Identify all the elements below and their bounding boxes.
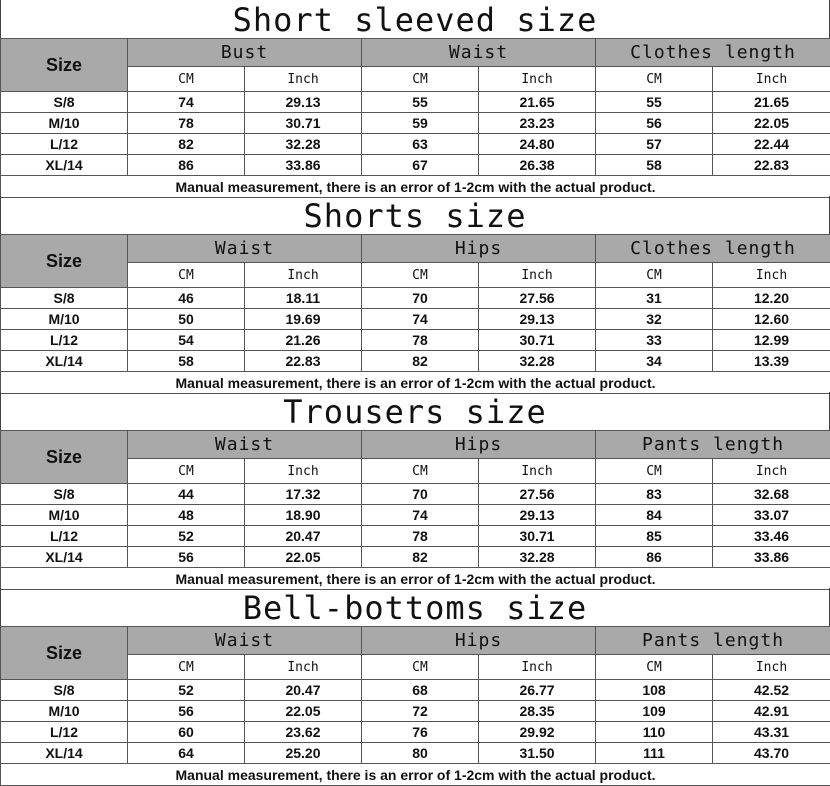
- size-label: XL/14: [1, 547, 128, 568]
- measurement-cell: 56: [128, 547, 245, 568]
- measurement-cell: 52: [128, 526, 245, 547]
- size-label: L/12: [1, 526, 128, 547]
- unit-inch: Inch: [479, 67, 596, 92]
- unit-cm: CM: [362, 459, 479, 484]
- measurement-cell: 18.11: [245, 288, 362, 309]
- size-table-bell-bottoms: [0, 588, 830, 784]
- measure-header: Clothes length: [596, 39, 830, 67]
- size-table: [0, 626, 830, 786]
- measurement-cell: 25.20: [245, 743, 362, 764]
- measurement-cell: 22.05: [245, 701, 362, 722]
- table-row: [1, 92, 830, 113]
- unit-cm: CM: [596, 459, 713, 484]
- measurement-cell: 84: [596, 505, 713, 526]
- measurement-cell: 29.13: [479, 505, 596, 526]
- measurement-cell: 80: [362, 743, 479, 764]
- measurement-cell: 32: [596, 309, 713, 330]
- table-row: [1, 701, 830, 722]
- measurement-cell: 30.71: [245, 113, 362, 134]
- unit-inch: Inch: [479, 459, 596, 484]
- unit-inch: Inch: [245, 655, 362, 680]
- measurement-cell: 32.28: [479, 351, 596, 372]
- measurement-cell: 46: [128, 288, 245, 309]
- measurement-cell: 48: [128, 505, 245, 526]
- unit-cm: CM: [362, 263, 479, 288]
- measurement-cell: 78: [362, 526, 479, 547]
- measurement-cell: 21.65: [479, 92, 596, 113]
- measure-header: Waist: [128, 627, 362, 655]
- size-header: Size: [1, 39, 128, 92]
- measurement-cell: 22.05: [245, 547, 362, 568]
- measurement-cell: 30.71: [479, 330, 596, 351]
- unit-inch: Inch: [245, 263, 362, 288]
- unit-inch: Inch: [479, 263, 596, 288]
- size-label: M/10: [1, 701, 128, 722]
- size-table-shorts: [0, 196, 830, 392]
- measurement-cell: 50: [128, 309, 245, 330]
- measurement-cell: 23.23: [479, 113, 596, 134]
- unit-inch: Inch: [713, 67, 830, 92]
- measurement-cell: 22.83: [713, 155, 830, 176]
- note-row: [1, 176, 830, 198]
- measurement-cell: 82: [128, 134, 245, 155]
- table-row: [1, 351, 830, 372]
- measurement-cell: 12.60: [713, 309, 830, 330]
- header-row: [1, 431, 830, 459]
- table-row: [1, 680, 830, 701]
- measurement-cell: 108: [596, 680, 713, 701]
- measurement-cell: 33.86: [245, 155, 362, 176]
- measurement-note: Manual measurement, there is an error of 1-2cm with the actual product.: [1, 372, 830, 394]
- size-table-short-sleeved: [0, 0, 830, 196]
- measurement-cell: 67: [362, 155, 479, 176]
- measure-header: Hips: [362, 235, 596, 263]
- size-label: XL/14: [1, 743, 128, 764]
- measurement-cell: 33.86: [713, 547, 830, 568]
- measurement-cell: 13.39: [713, 351, 830, 372]
- measure-header: Pants length: [596, 627, 830, 655]
- size-table: [0, 234, 830, 394]
- measurement-cell: 30.71: [479, 526, 596, 547]
- table-row: [1, 505, 830, 526]
- measure-header: Hips: [362, 627, 596, 655]
- unit-cm: CM: [596, 263, 713, 288]
- measurement-cell: 86: [128, 155, 245, 176]
- measurement-cell: 26.38: [479, 155, 596, 176]
- measure-header: Waist: [362, 39, 596, 67]
- measurement-cell: 32.68: [713, 484, 830, 505]
- measurement-cell: 74: [362, 309, 479, 330]
- unit-cm: CM: [596, 67, 713, 92]
- measurement-cell: 109: [596, 701, 713, 722]
- measurement-cell: 64: [128, 743, 245, 764]
- size-table: [0, 38, 830, 198]
- table-title: Trousers size: [0, 392, 830, 430]
- measurement-cell: 85: [596, 526, 713, 547]
- size-label: S/8: [1, 92, 128, 113]
- measurement-cell: 55: [362, 92, 479, 113]
- size-label: S/8: [1, 680, 128, 701]
- measurement-cell: 27.56: [479, 288, 596, 309]
- unit-cm: CM: [128, 263, 245, 288]
- measurement-cell: 21.26: [245, 330, 362, 351]
- table-title: Shorts size: [0, 196, 830, 234]
- measurement-cell: 78: [128, 113, 245, 134]
- measurement-cell: 58: [596, 155, 713, 176]
- measurement-cell: 31.50: [479, 743, 596, 764]
- measure-header: Clothes length: [596, 235, 830, 263]
- unit-inch: Inch: [245, 459, 362, 484]
- table-title: Short sleeved size: [0, 0, 830, 38]
- note-row: [1, 372, 830, 394]
- measurement-cell: 27.56: [479, 484, 596, 505]
- measure-header: Waist: [128, 431, 362, 459]
- measurement-cell: 70: [362, 484, 479, 505]
- unit-inch: Inch: [713, 459, 830, 484]
- table-row: [1, 722, 830, 743]
- measurement-cell: 18.90: [245, 505, 362, 526]
- size-table-trousers: [0, 392, 830, 588]
- measurement-cell: 111: [596, 743, 713, 764]
- size-label: M/10: [1, 113, 128, 134]
- unit-cm: CM: [128, 459, 245, 484]
- measurement-cell: 55: [596, 92, 713, 113]
- table-row: [1, 113, 830, 134]
- measurement-cell: 52: [128, 680, 245, 701]
- measurement-cell: 20.47: [245, 526, 362, 547]
- measurement-cell: 23.62: [245, 722, 362, 743]
- note-row: [1, 764, 830, 786]
- measurement-cell: 28.35: [479, 701, 596, 722]
- measurement-cell: 82: [362, 547, 479, 568]
- measure-header: Hips: [362, 431, 596, 459]
- size-table: [0, 430, 830, 590]
- measurement-cell: 56: [596, 113, 713, 134]
- size-label: L/12: [1, 134, 128, 155]
- measurement-cell: 63: [362, 134, 479, 155]
- unit-inch: Inch: [245, 67, 362, 92]
- measurement-cell: 43.31: [713, 722, 830, 743]
- measure-header: Pants length: [596, 431, 830, 459]
- measurement-cell: 32.28: [479, 547, 596, 568]
- measurement-note: Manual measurement, there is an error of 1-2cm with the actual product.: [1, 568, 830, 590]
- measurement-cell: 34: [596, 351, 713, 372]
- unit-inch: Inch: [479, 655, 596, 680]
- measurement-cell: 76: [362, 722, 479, 743]
- measurement-cell: 58: [128, 351, 245, 372]
- measurement-cell: 17.32: [245, 484, 362, 505]
- size-label: L/12: [1, 330, 128, 351]
- table-row: [1, 288, 830, 309]
- measurement-cell: 74: [362, 505, 479, 526]
- measurement-cell: 54: [128, 330, 245, 351]
- measure-header: Waist: [128, 235, 362, 263]
- note-row: [1, 568, 830, 590]
- measurement-cell: 29.13: [245, 92, 362, 113]
- measurement-cell: 110: [596, 722, 713, 743]
- size-label: XL/14: [1, 351, 128, 372]
- measurement-cell: 59: [362, 113, 479, 134]
- measurement-cell: 12.20: [713, 288, 830, 309]
- measurement-cell: 12.99: [713, 330, 830, 351]
- measurement-cell: 22.44: [713, 134, 830, 155]
- measurement-cell: 86: [596, 547, 713, 568]
- measurement-cell: 74: [128, 92, 245, 113]
- size-label: S/8: [1, 288, 128, 309]
- unit-cm: CM: [596, 655, 713, 680]
- measure-header: Bust: [128, 39, 362, 67]
- unit-inch: Inch: [713, 263, 830, 288]
- table-row: [1, 134, 830, 155]
- measurement-cell: 22.05: [713, 113, 830, 134]
- measurement-cell: 56: [128, 701, 245, 722]
- measurement-cell: 33.07: [713, 505, 830, 526]
- size-label: S/8: [1, 484, 128, 505]
- measurement-cell: 70: [362, 288, 479, 309]
- header-row: [1, 235, 830, 263]
- size-header: Size: [1, 431, 128, 484]
- measurement-cell: 82: [362, 351, 479, 372]
- table-title: Bell-bottoms size: [0, 588, 830, 626]
- header-row: [1, 39, 830, 67]
- measurement-cell: 43.70: [713, 743, 830, 764]
- table-row: [1, 484, 830, 505]
- size-header: Size: [1, 235, 128, 288]
- unit-cm: CM: [128, 655, 245, 680]
- measurement-cell: 20.47: [245, 680, 362, 701]
- measurement-cell: 44: [128, 484, 245, 505]
- measurement-cell: 42.91: [713, 701, 830, 722]
- size-label: M/10: [1, 309, 128, 330]
- measurement-cell: 21.65: [713, 92, 830, 113]
- measurement-cell: 22.83: [245, 351, 362, 372]
- measurement-cell: 42.52: [713, 680, 830, 701]
- header-row: [1, 627, 830, 655]
- measurement-cell: 68: [362, 680, 479, 701]
- measurement-cell: 24.80: [479, 134, 596, 155]
- measurement-cell: 57: [596, 134, 713, 155]
- size-header: Size: [1, 627, 128, 680]
- unit-cm: CM: [128, 67, 245, 92]
- measurement-cell: 29.13: [479, 309, 596, 330]
- measurement-cell: 29.92: [479, 722, 596, 743]
- measurement-cell: 33: [596, 330, 713, 351]
- measurement-note: Manual measurement, there is an error of 1-2cm with the actual product.: [1, 176, 830, 198]
- measurement-cell: 19.69: [245, 309, 362, 330]
- measurement-cell: 72: [362, 701, 479, 722]
- measurement-note: Manual measurement, there is an error of 1-2cm with the actual product.: [1, 764, 830, 786]
- measurement-cell: 60: [128, 722, 245, 743]
- unit-inch: Inch: [713, 655, 830, 680]
- unit-cm: CM: [362, 67, 479, 92]
- table-row: [1, 743, 830, 764]
- size-label: M/10: [1, 505, 128, 526]
- table-row: [1, 309, 830, 330]
- measurement-cell: 32.28: [245, 134, 362, 155]
- measurement-cell: 31: [596, 288, 713, 309]
- measurement-cell: 83: [596, 484, 713, 505]
- table-row: [1, 526, 830, 547]
- measurement-cell: 33.46: [713, 526, 830, 547]
- size-label: L/12: [1, 722, 128, 743]
- table-row: [1, 547, 830, 568]
- table-row: [1, 155, 830, 176]
- unit-cm: CM: [362, 655, 479, 680]
- measurement-cell: 26.77: [479, 680, 596, 701]
- size-label: XL/14: [1, 155, 128, 176]
- table-row: [1, 330, 830, 351]
- measurement-cell: 78: [362, 330, 479, 351]
